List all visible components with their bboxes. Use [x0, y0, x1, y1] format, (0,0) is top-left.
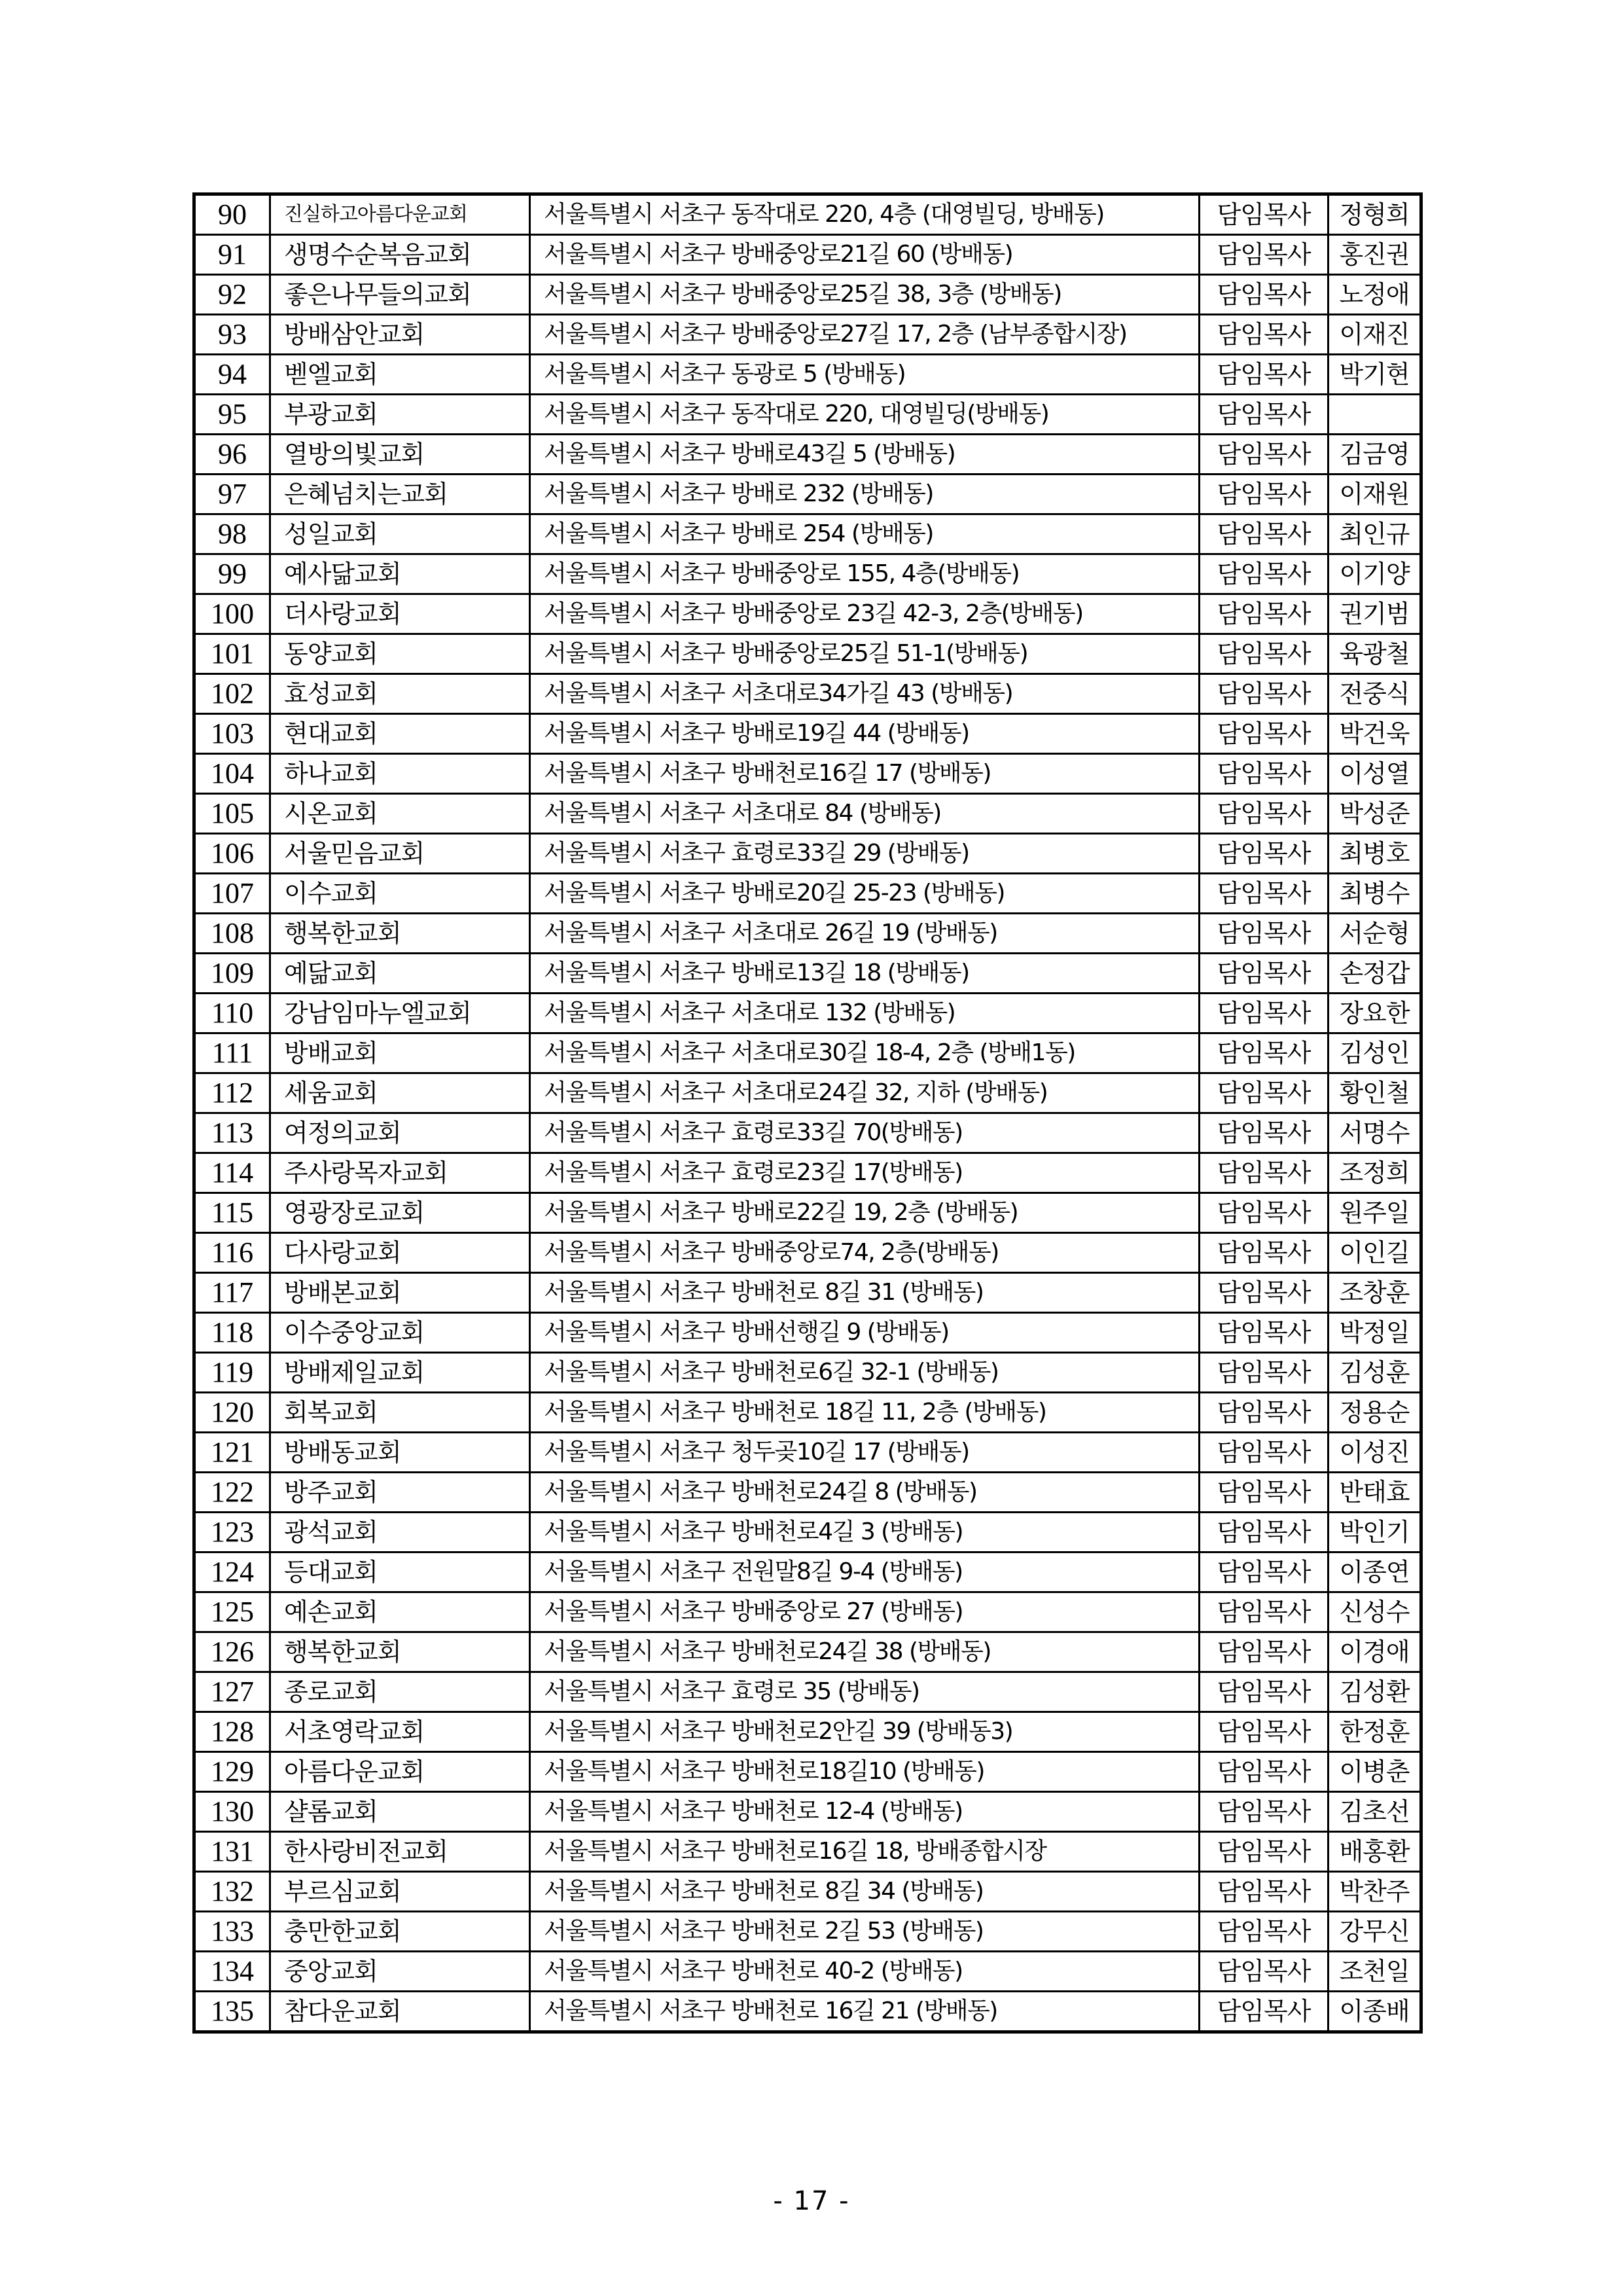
table-row [194, 355, 1421, 395]
pastor-name-cell: 원주일 [1329, 1193, 1421, 1233]
role-cell: 담임목사 [1200, 355, 1329, 395]
role-cell: 담임목사 [1200, 1353, 1329, 1393]
role-cell: 담임목사 [1200, 1832, 1329, 1872]
table-row [194, 1552, 1421, 1592]
address-cell: 서울특별시 서초구 방배중앙로25길 38, 3층 (방배동) [530, 275, 1200, 315]
role-cell: 담임목사 [1200, 235, 1329, 275]
church-name-cell: 방배제일교회 [270, 1353, 530, 1393]
table-row [194, 1832, 1421, 1872]
pastor-name-cell: 강무신 [1329, 1912, 1421, 1952]
role-cell: 담임목사 [1200, 1912, 1329, 1952]
pastor-name-cell: 이성진 [1329, 1433, 1421, 1473]
table-row [194, 1113, 1421, 1153]
address-cell: 서울특별시 서초구 방배로19길 44 (방배동) [530, 714, 1200, 754]
pastor-name-cell: 이재진 [1329, 315, 1421, 355]
address-cell: 서울특별시 서초구 효령로33길 29 (방배동) [530, 834, 1200, 874]
address-cell: 서울특별시 서초구 방배천로 16길 21 (방배동) [530, 1992, 1200, 2032]
pastor-name-cell: 김초선 [1329, 1792, 1421, 1832]
row-number-cell: 119 [194, 1353, 270, 1393]
row-number-cell: 135 [194, 1992, 270, 2032]
pastor-name-cell: 김성훈 [1329, 1353, 1421, 1393]
pastor-name-cell: 김성인 [1329, 1033, 1421, 1073]
table-row [194, 1033, 1421, 1073]
address-cell: 서울특별시 서초구 방배천로 12-4 (방배동) [530, 1792, 1200, 1832]
table-row [194, 554, 1421, 594]
role-cell: 담임목사 [1200, 1033, 1329, 1073]
table-row [194, 1712, 1421, 1752]
role-cell: 담임목사 [1200, 794, 1329, 834]
table-row [194, 594, 1421, 634]
address-cell: 서울특별시 서초구 방배로43길 5 (방배동) [530, 435, 1200, 475]
church-name-cell: 여정의교회 [270, 1113, 530, 1153]
role-cell: 담임목사 [1200, 275, 1329, 315]
table-row [194, 1313, 1421, 1353]
row-number-cell: 91 [194, 235, 270, 275]
church-name-cell: 부르심교회 [270, 1872, 530, 1912]
address-cell: 서울특별시 서초구 서초대로24길 32, 지하 (방배동) [530, 1073, 1200, 1113]
table-row [194, 714, 1421, 754]
church-list-table [192, 192, 1423, 2034]
pastor-name-cell: 홍진권 [1329, 235, 1421, 275]
row-number-cell: 128 [194, 1712, 270, 1752]
row-number-cell: 107 [194, 874, 270, 914]
pastor-name-cell: 정용순 [1329, 1393, 1421, 1433]
pastor-name-cell: 이종연 [1329, 1552, 1421, 1592]
address-cell: 서울특별시 서초구 방배천로 8길 31 (방배동) [530, 1273, 1200, 1313]
role-cell: 담임목사 [1200, 554, 1329, 594]
church-name-cell: 예닮교회 [270, 954, 530, 994]
row-number-cell: 121 [194, 1433, 270, 1473]
church-name-cell: 벧엘교회 [270, 355, 530, 395]
pastor-name-cell: 이기양 [1329, 554, 1421, 594]
address-cell: 서울특별시 서초구 방배선행길 9 (방배동) [530, 1313, 1200, 1353]
table-row [194, 235, 1421, 275]
address-cell: 서울특별시 서초구 방배천로6길 32-1 (방배동) [530, 1353, 1200, 1393]
role-cell: 담임목사 [1200, 994, 1329, 1033]
table-row [194, 674, 1421, 714]
address-cell: 서울특별시 서초구 방배천로24길 8 (방배동) [530, 1473, 1200, 1513]
row-number-cell: 98 [194, 514, 270, 554]
address-cell: 서울특별시 서초구 방배중앙로74, 2층(방배동) [530, 1233, 1200, 1273]
address-cell: 서울특별시 서초구 방배천로16길 18, 방배종합시장 [530, 1832, 1200, 1872]
church-name-cell: 현대교회 [270, 714, 530, 754]
church-name-cell: 행복한교회 [270, 1632, 530, 1672]
address-cell: 서울특별시 서초구 동작대로 220, 4층 (대영빌딩, 방배동) [530, 194, 1200, 235]
address-cell: 서울특별시 서초구 서초대로 132 (방배동) [530, 994, 1200, 1033]
church-name-cell: 방배교회 [270, 1033, 530, 1073]
role-cell: 담임목사 [1200, 194, 1329, 235]
church-name-cell: 강남임마누엘교회 [270, 994, 530, 1033]
table-row [194, 874, 1421, 914]
role-cell: 담임목사 [1200, 395, 1329, 435]
pastor-name-cell: 육광철 [1329, 634, 1421, 674]
address-cell: 서울특별시 서초구 청두곶10길 17 (방배동) [530, 1433, 1200, 1473]
pastor-name-cell: 노정애 [1329, 275, 1421, 315]
church-name-cell: 참다운교회 [270, 1992, 530, 2032]
pastor-name-cell: 박건욱 [1329, 714, 1421, 754]
church-name-cell: 아름다운교회 [270, 1752, 530, 1792]
pastor-name-cell: 이성열 [1329, 754, 1421, 794]
role-cell: 담임목사 [1200, 315, 1329, 355]
row-number-cell: 125 [194, 1592, 270, 1632]
address-cell: 서울특별시 서초구 전원말8길 9-4 (방배동) [530, 1552, 1200, 1592]
church-name-cell: 방주교회 [270, 1473, 530, 1513]
address-cell: 서울특별시 서초구 방배로20길 25-23 (방배동) [530, 874, 1200, 914]
table-row [194, 1632, 1421, 1672]
role-cell: 담임목사 [1200, 1193, 1329, 1233]
church-name-cell: 좋은나무들의교회 [270, 275, 530, 315]
table-row [194, 994, 1421, 1033]
role-cell: 담임목사 [1200, 1153, 1329, 1193]
role-cell: 담임목사 [1200, 514, 1329, 554]
table-row [194, 1433, 1421, 1473]
role-cell: 담임목사 [1200, 1952, 1329, 1992]
address-cell: 서울특별시 서초구 방배천로16길 17 (방배동) [530, 754, 1200, 794]
pastor-name-cell: 최인규 [1329, 514, 1421, 554]
role-cell: 담임목사 [1200, 1712, 1329, 1752]
church-name-cell: 이수교회 [270, 874, 530, 914]
table-row [194, 834, 1421, 874]
church-name-cell: 다사랑교회 [270, 1233, 530, 1273]
table-row [194, 1233, 1421, 1273]
role-cell: 담임목사 [1200, 634, 1329, 674]
role-cell: 담임목사 [1200, 914, 1329, 954]
table-row [194, 1513, 1421, 1552]
table-row [194, 954, 1421, 994]
address-cell: 서울특별시 서초구 방배로22길 19, 2층 (방배동) [530, 1193, 1200, 1233]
address-cell: 서울특별시 서초구 서초대로34가길 43 (방배동) [530, 674, 1200, 714]
address-cell: 서울특별시 서초구 방배중앙로25길 51-1(방배동) [530, 634, 1200, 674]
address-cell: 서울특별시 서초구 방배천로 2길 53 (방배동) [530, 1912, 1200, 1952]
row-number-cell: 131 [194, 1832, 270, 1872]
table-row [194, 514, 1421, 554]
table-row [194, 194, 1421, 235]
pastor-name-cell: 조창훈 [1329, 1273, 1421, 1313]
role-cell: 담임목사 [1200, 1233, 1329, 1273]
row-number-cell: 134 [194, 1952, 270, 1992]
pastor-name-cell: 정형희 [1329, 194, 1421, 235]
role-cell: 담임목사 [1200, 1393, 1329, 1433]
row-number-cell: 105 [194, 794, 270, 834]
address-cell: 서울특별시 서초구 방배천로 18길 11, 2층 (방배동) [530, 1393, 1200, 1433]
address-cell: 서울특별시 서초구 방배중앙로21길 60 (방배동) [530, 235, 1200, 275]
row-number-cell: 108 [194, 914, 270, 954]
church-name-cell: 시온교회 [270, 794, 530, 834]
table-row [194, 1393, 1421, 1433]
role-cell: 담임목사 [1200, 1273, 1329, 1313]
row-number-cell: 124 [194, 1552, 270, 1592]
church-name-cell: 서초영락교회 [270, 1712, 530, 1752]
church-name-cell: 이수중앙교회 [270, 1313, 530, 1353]
row-number-cell: 130 [194, 1792, 270, 1832]
row-number-cell: 120 [194, 1393, 270, 1433]
pastor-name-cell: 이종배 [1329, 1992, 1421, 2032]
row-number-cell: 129 [194, 1752, 270, 1792]
row-number-cell: 106 [194, 834, 270, 874]
pastor-name-cell: 손정갑 [1329, 954, 1421, 994]
pastor-name-cell: 황인철 [1329, 1073, 1421, 1113]
table-row [194, 914, 1421, 954]
row-number-cell: 103 [194, 714, 270, 754]
church-name-cell: 하나교회 [270, 754, 530, 794]
table-row [194, 475, 1421, 514]
church-name-cell: 열방의빛교회 [270, 435, 530, 475]
role-cell: 담임목사 [1200, 1752, 1329, 1792]
address-cell: 서울특별시 서초구 서초대로 84 (방배동) [530, 794, 1200, 834]
table-row [194, 1273, 1421, 1313]
address-cell: 서울특별시 서초구 방배천로18길10 (방배동) [530, 1752, 1200, 1792]
role-cell: 담임목사 [1200, 1073, 1329, 1113]
address-cell: 서울특별시 서초구 서초대로 26길 19 (방배동) [530, 914, 1200, 954]
pastor-name-cell: 최병수 [1329, 874, 1421, 914]
role-cell: 담임목사 [1200, 1552, 1329, 1592]
page-number: - 17 - [773, 2186, 850, 2216]
address-cell: 서울특별시 서초구 효령로33길 70(방배동) [530, 1113, 1200, 1153]
address-cell: 서울특별시 서초구 방배천로4길 3 (방배동) [530, 1513, 1200, 1552]
row-number-cell: 90 [194, 194, 270, 235]
address-cell: 서울특별시 서초구 방배천로2안길 39 (방배동3) [530, 1712, 1200, 1752]
row-number-cell: 132 [194, 1872, 270, 1912]
role-cell: 담임목사 [1200, 1672, 1329, 1712]
row-number-cell: 123 [194, 1513, 270, 1552]
church-name-cell: 종로교회 [270, 1672, 530, 1712]
address-cell: 서울특별시 서초구 방배중앙로 155, 4층(방배동) [530, 554, 1200, 594]
church-name-cell: 부광교회 [270, 395, 530, 435]
role-cell: 담임목사 [1200, 954, 1329, 994]
church-name-cell: 샬롬교회 [270, 1792, 530, 1832]
table-row [194, 1153, 1421, 1193]
pastor-name-cell: 조정희 [1329, 1153, 1421, 1193]
church-name-cell: 회복교회 [270, 1393, 530, 1433]
church-name-cell: 성일교회 [270, 514, 530, 554]
church-name-cell: 서울믿음교회 [270, 834, 530, 874]
pastor-name-cell: 한정훈 [1329, 1712, 1421, 1752]
church-name-cell: 주사랑목자교회 [270, 1153, 530, 1193]
church-name-cell: 예사닮교회 [270, 554, 530, 594]
row-number-cell: 118 [194, 1313, 270, 1353]
row-number-cell: 94 [194, 355, 270, 395]
table-row [194, 754, 1421, 794]
role-cell: 담임목사 [1200, 1473, 1329, 1513]
row-number-cell: 117 [194, 1273, 270, 1313]
pastor-name-cell: 서순형 [1329, 914, 1421, 954]
church-name-cell: 은혜넘치는교회 [270, 475, 530, 514]
row-number-cell: 100 [194, 594, 270, 634]
pastor-name-cell: 최병호 [1329, 834, 1421, 874]
row-number-cell: 102 [194, 674, 270, 714]
church-name-cell: 방배동교회 [270, 1433, 530, 1473]
role-cell: 담임목사 [1200, 1632, 1329, 1672]
pastor-name-cell: 배홍환 [1329, 1832, 1421, 1872]
pastor-name-cell: 김성환 [1329, 1672, 1421, 1712]
role-cell: 담임목사 [1200, 594, 1329, 634]
role-cell: 담임목사 [1200, 1313, 1329, 1353]
church-name-cell: 동양교회 [270, 634, 530, 674]
role-cell: 담임목사 [1200, 834, 1329, 874]
table-row [194, 275, 1421, 315]
church-name-cell: 한사랑비전교회 [270, 1832, 530, 1872]
row-number-cell: 101 [194, 634, 270, 674]
address-cell: 서울특별시 서초구 동광로 5 (방배동) [530, 355, 1200, 395]
pastor-name-cell: 이경애 [1329, 1632, 1421, 1672]
church-name-cell: 등대교회 [270, 1552, 530, 1592]
row-number-cell: 109 [194, 954, 270, 994]
role-cell: 담임목사 [1200, 435, 1329, 475]
pastor-name-cell: 박기현 [1329, 355, 1421, 395]
row-number-cell: 111 [194, 1033, 270, 1073]
role-cell: 담임목사 [1200, 1513, 1329, 1552]
table-row [194, 395, 1421, 435]
address-cell: 서울특별시 서초구 방배천로 8길 34 (방배동) [530, 1872, 1200, 1912]
pastor-name-cell: 조천일 [1329, 1952, 1421, 1992]
church-name-cell: 예손교회 [270, 1592, 530, 1632]
row-number-cell: 113 [194, 1113, 270, 1153]
row-number-cell: 97 [194, 475, 270, 514]
row-number-cell: 127 [194, 1672, 270, 1712]
pastor-name-cell: 박인기 [1329, 1513, 1421, 1552]
row-number-cell: 115 [194, 1193, 270, 1233]
table-body [194, 194, 1421, 2032]
table-row [194, 1952, 1421, 1992]
address-cell: 서울특별시 서초구 효령로 35 (방배동) [530, 1672, 1200, 1712]
address-cell: 서울특별시 서초구 서초대로30길 18-4, 2층 (방배1동) [530, 1033, 1200, 1073]
row-number-cell: 95 [194, 395, 270, 435]
table-row [194, 1912, 1421, 1952]
row-number-cell: 122 [194, 1473, 270, 1513]
row-number-cell: 133 [194, 1912, 270, 1952]
table-row [194, 1752, 1421, 1792]
table-row [194, 1073, 1421, 1113]
address-cell: 서울특별시 서초구 동작대로 220, 대영빌딩(방배동) [530, 395, 1200, 435]
role-cell: 담임목사 [1200, 1113, 1329, 1153]
row-number-cell: 92 [194, 275, 270, 315]
church-name-cell: 광석교회 [270, 1513, 530, 1552]
table-row [194, 794, 1421, 834]
pastor-name-cell: 전중식 [1329, 674, 1421, 714]
pastor-name-cell: 신성수 [1329, 1592, 1421, 1632]
church-name-cell: 더사랑교회 [270, 594, 530, 634]
pastor-name-cell: 박찬주 [1329, 1872, 1421, 1912]
table-row [194, 1193, 1421, 1233]
role-cell: 담임목사 [1200, 1433, 1329, 1473]
church-name-cell: 방배삼안교회 [270, 315, 530, 355]
role-cell: 담임목사 [1200, 1992, 1329, 2032]
pastor-name-cell: 반태효 [1329, 1473, 1421, 1513]
pastor-name-cell: 권기범 [1329, 594, 1421, 634]
address-cell: 서울특별시 서초구 방배로 254 (방배동) [530, 514, 1200, 554]
role-cell: 담임목사 [1200, 1592, 1329, 1632]
church-name-cell: 진실하고아름다운교회 [270, 194, 530, 235]
role-cell: 담임목사 [1200, 475, 1329, 514]
table-row [194, 1672, 1421, 1712]
table-row [194, 1992, 1421, 2032]
row-number-cell: 126 [194, 1632, 270, 1672]
address-cell: 서울특별시 서초구 방배로 232 (방배동) [530, 475, 1200, 514]
address-cell: 서울특별시 서초구 방배중앙로 27 (방배동) [530, 1592, 1200, 1632]
table-row [194, 315, 1421, 355]
role-cell: 담임목사 [1200, 874, 1329, 914]
church-name-cell: 중앙교회 [270, 1952, 530, 1992]
table-row [194, 1792, 1421, 1832]
row-number-cell: 116 [194, 1233, 270, 1273]
row-number-cell: 93 [194, 315, 270, 355]
address-cell: 서울특별시 서초구 효령로23길 17(방배동) [530, 1153, 1200, 1193]
address-cell: 서울특별시 서초구 방배중앙로 23길 42-3, 2층(방배동) [530, 594, 1200, 634]
table-row [194, 634, 1421, 674]
role-cell: 담임목사 [1200, 754, 1329, 794]
pastor-name-cell: 이인길 [1329, 1233, 1421, 1273]
row-number-cell: 99 [194, 554, 270, 594]
pastor-name-cell [1329, 395, 1421, 435]
table-row [194, 1473, 1421, 1513]
role-cell: 담임목사 [1200, 1792, 1329, 1832]
row-number-cell: 110 [194, 994, 270, 1033]
church-name-cell: 행복한교회 [270, 914, 530, 954]
role-cell: 담임목사 [1200, 714, 1329, 754]
table-row [194, 435, 1421, 475]
pastor-name-cell: 김금영 [1329, 435, 1421, 475]
church-name-cell: 생명수순복음교회 [270, 235, 530, 275]
address-cell: 서울특별시 서초구 방배로13길 18 (방배동) [530, 954, 1200, 994]
row-number-cell: 114 [194, 1153, 270, 1193]
church-name-cell: 효성교회 [270, 674, 530, 714]
pastor-name-cell: 장요한 [1329, 994, 1421, 1033]
row-number-cell: 96 [194, 435, 270, 475]
pastor-name-cell: 서명수 [1329, 1113, 1421, 1153]
table-row [194, 1353, 1421, 1393]
role-cell: 담임목사 [1200, 1872, 1329, 1912]
row-number-cell: 112 [194, 1073, 270, 1113]
church-name-cell: 충만한교회 [270, 1912, 530, 1952]
address-cell: 서울특별시 서초구 방배천로 40-2 (방배동) [530, 1952, 1200, 1992]
address-cell: 서울특별시 서초구 방배천로24길 38 (방배동) [530, 1632, 1200, 1672]
pastor-name-cell: 이병춘 [1329, 1752, 1421, 1792]
church-name-cell: 영광장로교회 [270, 1193, 530, 1233]
pastor-name-cell: 박성준 [1329, 794, 1421, 834]
pastor-name-cell: 박정일 [1329, 1313, 1421, 1353]
address-cell: 서울특별시 서초구 방배중앙로27길 17, 2층 (남부종합시장) [530, 315, 1200, 355]
church-name-cell: 세움교회 [270, 1073, 530, 1113]
table-row [194, 1872, 1421, 1912]
row-number-cell: 104 [194, 754, 270, 794]
table-row [194, 1592, 1421, 1632]
role-cell: 담임목사 [1200, 674, 1329, 714]
pastor-name-cell: 이재원 [1329, 475, 1421, 514]
church-name-cell: 방배본교회 [270, 1273, 530, 1313]
